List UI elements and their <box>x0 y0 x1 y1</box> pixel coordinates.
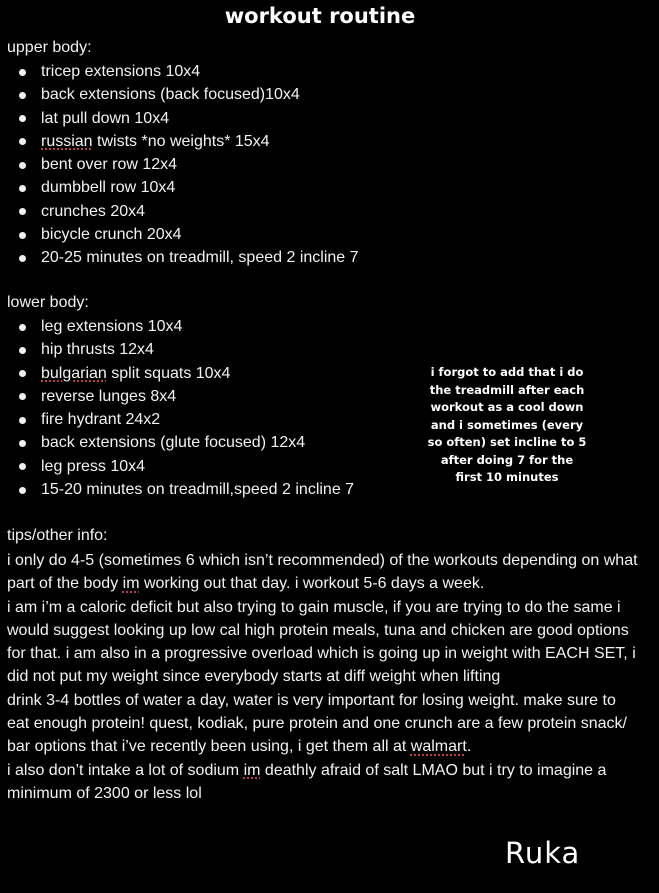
bullet-icon <box>19 393 26 400</box>
list-item: bent over row 12x4 <box>0 153 359 176</box>
lower-body-list <box>0 315 354 501</box>
bullet-icon <box>19 232 26 239</box>
tips-paragraph: drink 3-4 bottles of water a day, water is very important for losing weight. make sure to eat enough protein! quest, kodiak, pure protein and one crunch are a few protein snack/ bar options that i’ve recently been using, i get them all at walmart. <box>7 691 627 756</box>
list-item: back extensions (back focused)10x4 <box>0 83 359 106</box>
bullet-icon <box>19 440 26 447</box>
upper-body-heading: upper body: <box>7 39 92 56</box>
bullet-icon <box>19 185 26 192</box>
list-item: reverse lunges 8x4 <box>0 385 354 408</box>
tips-paragraph: i only do 4-5 (sometimes 6 which isn’t recommended) of the workouts depending on what part of the body im working out that day. i workout 5-6 days a week. <box>7 552 638 593</box>
tips-paragraph: i am i’m a caloric deficit but also trying to gain muscle, if you are trying to do the same i would suggest looking up low cal high protein meals, tuna and chicken are good options for that. i am also in a progressive overload which is going up in weight with EACH SET, i did not put my weight since everybody starts at diff weight when lifting <box>7 598 636 686</box>
list-item: hip thrusts 12x4 <box>0 338 354 361</box>
list-item: bulgarian split squats 10x4 <box>0 362 354 385</box>
bullet-icon <box>19 487 26 494</box>
bullet-icon <box>19 370 26 377</box>
tips-body <box>7 549 642 805</box>
list-item: dumbbell row 10x4 <box>0 176 359 199</box>
bullet-icon <box>19 115 26 122</box>
list-item: lat pull down 10x4 <box>0 107 359 130</box>
list-item: 20-25 minutes on treadmill, speed 2 incline 7 <box>0 246 359 269</box>
list-item: leg press 10x4 <box>0 455 354 478</box>
page-title: workout routine <box>224 4 416 28</box>
bullet-icon <box>19 208 26 215</box>
list-item: tricep extensions 10x4 <box>0 60 359 83</box>
tips-heading: tips/other info: <box>7 527 108 544</box>
list-item: 15-20 minutes on treadmill,speed 2 incline 7 <box>0 478 354 501</box>
bullet-icon <box>19 324 26 331</box>
lower-body-heading: lower body: <box>7 294 89 311</box>
bullet-icon <box>19 417 26 424</box>
bullet-icon <box>19 162 26 169</box>
list-item: back extensions (glute focused) 12x4 <box>0 431 354 454</box>
signature: Ruka <box>505 836 581 870</box>
list-item: leg extensions 10x4 <box>0 315 354 338</box>
list-item: russian twists *no weights* 15x4 <box>0 130 359 153</box>
bullet-icon <box>19 347 26 354</box>
bullet-icon <box>19 138 26 145</box>
upper-body-list <box>0 60 359 270</box>
bullet-icon <box>19 255 26 262</box>
bullet-icon <box>19 463 26 470</box>
bullet-icon <box>19 69 26 76</box>
bullet-icon <box>19 92 26 99</box>
side-note: i forgot to add that i do the treadmill after each workout as a cool down and i sometimes (every so often) set incline to 5 after doing 7 for the first 10 minutes <box>427 365 587 484</box>
tips-paragraph: i also don’t intake a lot of sodium im deathly afraid of salt LMAO but i try to imagine a minimum of 2300 or less lol <box>7 761 607 802</box>
list-item: bicycle crunch 20x4 <box>0 223 359 246</box>
list-item: fire hydrant 24x2 <box>0 408 354 431</box>
list-item: crunches 20x4 <box>0 200 359 223</box>
